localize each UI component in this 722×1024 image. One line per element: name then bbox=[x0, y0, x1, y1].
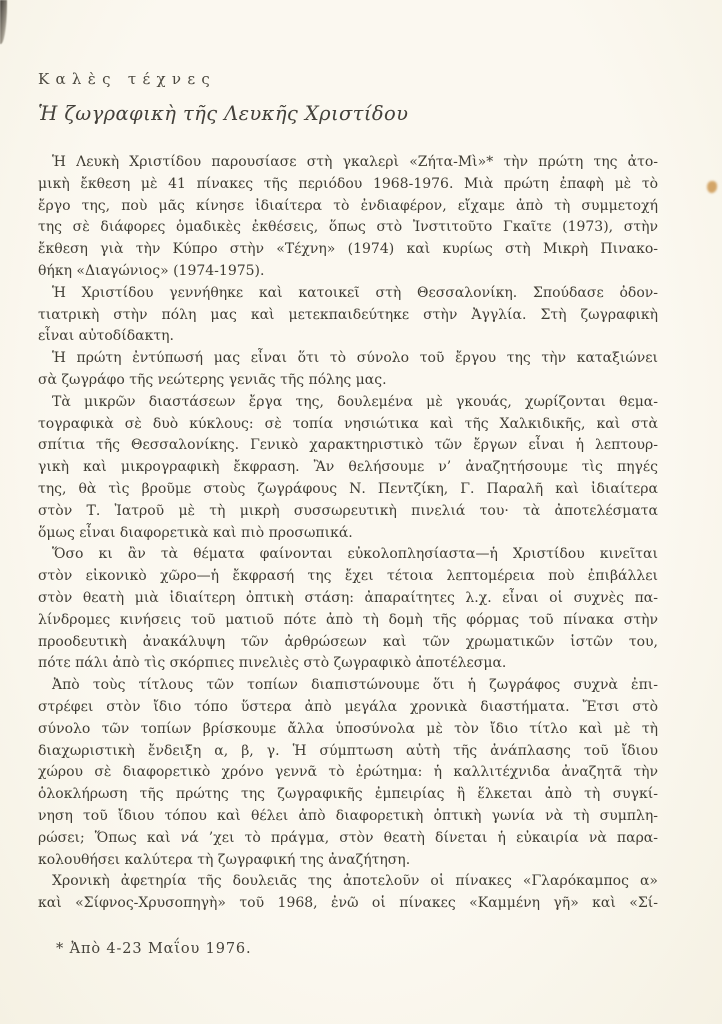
text-line: θήκη «Διαγώνιος» (1974-1975). bbox=[38, 262, 265, 279]
text-line: σὰ ζωγράφο τῆς νεώτερης γενιᾶς τῆς πόλης μας. bbox=[38, 371, 387, 388]
text-line: Ἡ πρώτη ἐντύπωσή μας εἶναι ὅτι τὸ σύνολο τοῦ ἔργου της τὴν καταξιώνει bbox=[52, 350, 658, 367]
text-line: ἔργο της, ποὺ μᾶς κίνησε ἰδιαίτερα τὸ ἐνδιαφέρον, εἴχαμε ἀπὸ τὴ συμμετοχή bbox=[38, 197, 658, 214]
rust-spot-artifact bbox=[707, 181, 717, 193]
text-line: χώρου σὲ διαφορετικὸ χρόνο γεννᾶ τὸ ἐρώτημα: ἡ καλλιτέχνιδα ἀναζητᾶ τὴν bbox=[38, 764, 658, 781]
article-body bbox=[38, 152, 658, 915]
text-line: προοδευτικὴ ἀνακάλυψη τῶν ἀρθρώσεων καὶ τῶν χρωματικῶν ἱστῶν του, bbox=[38, 633, 658, 650]
text-line: πότε πάλι ἀπὸ τὶς σκόρπιες πινελιὲς στὸ ζωγραφικὸ ἀποτέλεσμα. bbox=[38, 655, 507, 672]
text-line: Τὰ μικρῶν διαστάσεων ἔργα της, δουλεμένα μὲ γκουάς, χωρίζονται θεμα- bbox=[52, 393, 658, 410]
text-line: ὅμως εἶναι διαφορετικὰ καὶ πιὸ προσωπικά. bbox=[38, 524, 353, 541]
text-line: ρώσει; Ὅπως καὶ νά ’χει τὸ πράγμα, στὸν θεατὴ δίνεται ἡ εὐκαιρία νὰ παρα- bbox=[38, 829, 658, 846]
scan-smudge-artifact bbox=[0, 0, 7, 44]
text-line: ὁλοκλήρωση τῆς πρώτης της ζωγραφικῆς ἐμπειρίας ἢ ἕλκεται ἀπὸ τὴ συγκί- bbox=[38, 786, 658, 803]
text-line: νηση τοῦ ἴδιου τόπου καὶ θέλει ἀπὸ διαφορετικὴ ὀπτικὴ γωνία νὰ τὴ συμπλη- bbox=[38, 807, 658, 824]
text-line: της σὲ διάφορες ὁμαδικὲς ἐκθέσεις, ὅπως στὸ Ἰνστιτοῦτο Γκαῖτε (1973), στὴν bbox=[38, 219, 658, 236]
text-line: καὶ «Σίφνος-Χρυσοπηγὴ» τοῦ 1968, ἐνῶ οἱ πίνακες «Καμμένη γῆ» καὶ «Σί- bbox=[38, 895, 658, 912]
text-line: Ὅσο κι ἂν τὰ θέματα φαίνονται εὐκολοπλησίαστα—ἡ Χριστίδου κινεῖται bbox=[52, 546, 658, 563]
text-line: στὸν θεατὴ μιὰ ἰδιαίτερη ὀπτικὴ στάση: ἀπαραίτητες λ.χ. εἶναι οἱ συχνὲς πα- bbox=[38, 589, 658, 606]
text-line: διαχωριστικὴ ἔνδειξη α, β, γ. Ἡ σύμπτωση αὐτὴ τῆς ἀνάπλασης τοῦ ἴδιου bbox=[38, 742, 658, 759]
text-line: Χρονικὴ ἀφετηρία τῆς δουλειᾶς της ἀποτελοῦν οἱ πίνακες «Γλαρόκαμπος α» bbox=[52, 873, 658, 890]
text-line: της, θὰ τὶς βροῦμε στοὺς ζωγράφους Ν. Πεντζίκη, Γ. Παραλῆ καὶ ἰδιαίτερα bbox=[38, 480, 658, 497]
section-kicker: Καλὲς τέχνες bbox=[38, 70, 217, 88]
text-line: τογραφικὰ σὲ δυὸ κύκλους: σὲ τοπία νησιώτικα καὶ τῆς Χαλκιδικῆς, καὶ στὰ bbox=[38, 415, 658, 432]
text-line: ἔκθεση γιὰ τὴν Κύπρο στὴν «Τέχνη» (1974) καὶ κυρίως στὴ Μικρὴ Πινακο- bbox=[38, 241, 658, 258]
text-line: σπίτια τῆς Θεσσαλονίκης. Γενικὸ χαρακτηριστικὸ τῶν ἔργων εἶναι ἡ λεπτουρ- bbox=[38, 437, 658, 454]
text-line: λίνδρομες κινήσεις τοῦ ματιοῦ πότε ἀπὸ τὴ δομὴ τῆς φόρμας τοῦ πίνακα στὴν bbox=[38, 611, 658, 628]
text-line: τιατρικὴ στὴν πόλη μας καὶ μετεκπαιδεύτηκε στὴν Ἀγγλία. Στὴ ζωγραφικὴ bbox=[38, 306, 658, 323]
text-line: εἶναι αὐτοδίδακτη. bbox=[38, 328, 174, 345]
text-line: γικὴ καὶ μικρογραφικὴ ἔκφραση. Ἂν θελήσουμε ν’ ἀναζητήσουμε τὶς πηγές bbox=[38, 459, 658, 476]
text-line: στρέφει στὸν ἴδιο τόπο ὕστερα ἀπὸ μεγάλα χρονικὰ διαστήματα. Ἔτσι στὸ bbox=[38, 698, 658, 715]
text-line: στὸν εἰκονικὸ χῶρο—ἡ ἔκφρασή της ἔχει τέτοια λεπτομέρεια ποὺ ἐπιβάλλει bbox=[38, 568, 658, 585]
text-line: Ἡ Λευκὴ Χριστίδου παρουσίασε στὴ γκαλερὶ «Ζήτα-Μὶ»* τὴν πρώτη της ἀτο- bbox=[52, 154, 658, 170]
text-line: Ἀπὸ τοὺς τίτλους τῶν τοπίων διαπιστώνουμε ὅτι ἡ ζωγράφος συχνὰ ἐπι- bbox=[52, 677, 658, 694]
text-line: Ἡ Χριστίδου γεννήθηκε καὶ κατοικεῖ στὴ Θεσσαλονίκη. Σπούδασε ὀδον- bbox=[52, 284, 658, 301]
text-line: σύνολο τῶν τοπίων βρίσκουμε ἄλλα ὑποσύνολα μὲ τὸν ἴδιο τίτλο καὶ μὲ τὴ bbox=[38, 720, 658, 737]
text-line: κολουθήσει καλύτερα τὴ ζωγραφική της ἀναζήτηση. bbox=[38, 851, 411, 868]
text-line: στὸν Τ. Ἰατροῦ μὲ τὴ μικρὴ συσσωρευτικὴ πινελιά του· τὰ ἀποτελέσματα bbox=[38, 502, 658, 519]
footnote: * Ἀπὸ 4-23 Μαΐου 1976. bbox=[56, 941, 252, 957]
text-line: μικὴ ἔκθεση μὲ 41 πίνακες τῆς περιόδου 1968-1976. Μιὰ πρώτη ἐπαφὴ μὲ τὸ bbox=[38, 175, 658, 192]
article-title: Ἡ ζωγραφικὴ τῆς Λευκῆς Χριστίδου bbox=[38, 102, 409, 125]
